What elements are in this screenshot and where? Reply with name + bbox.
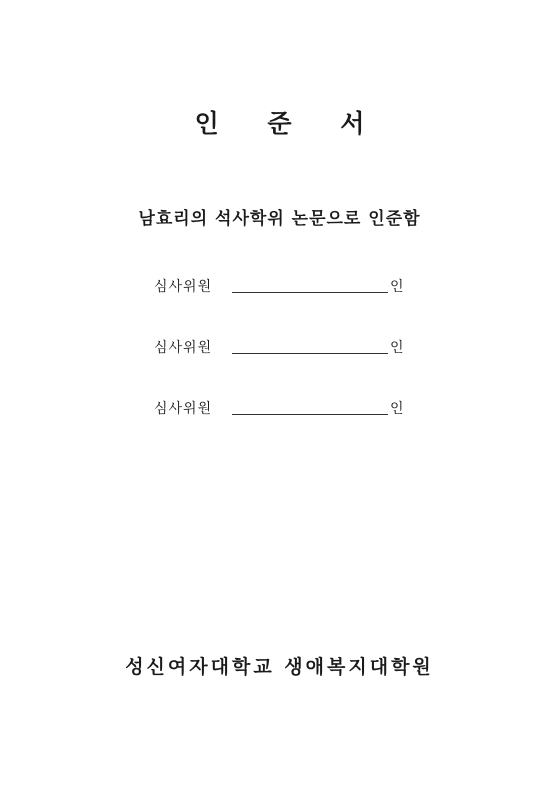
examiner-list	[154, 276, 414, 459]
examiner-row-2	[154, 337, 414, 357]
page-title: 인 준 서	[194, 109, 385, 138]
seal-mark: 인	[390, 340, 404, 356]
approval-statement: 남효리의 석사학위 논문으로 인준함	[138, 209, 421, 229]
signature-line	[232, 353, 388, 354]
examiner-row-3	[154, 398, 414, 418]
seal-mark: 인	[390, 401, 404, 417]
examiner-label: 심사위원	[154, 279, 213, 295]
examiner-row-1	[154, 276, 414, 296]
signature-line	[232, 292, 388, 293]
examiner-label: 심사위원	[154, 340, 213, 356]
examiner-label: 심사위원	[154, 401, 213, 417]
seal-mark: 인	[390, 279, 404, 295]
signature-line	[232, 414, 388, 415]
institution-name: 성신여자대학교 생애복지대학원	[125, 656, 434, 678]
